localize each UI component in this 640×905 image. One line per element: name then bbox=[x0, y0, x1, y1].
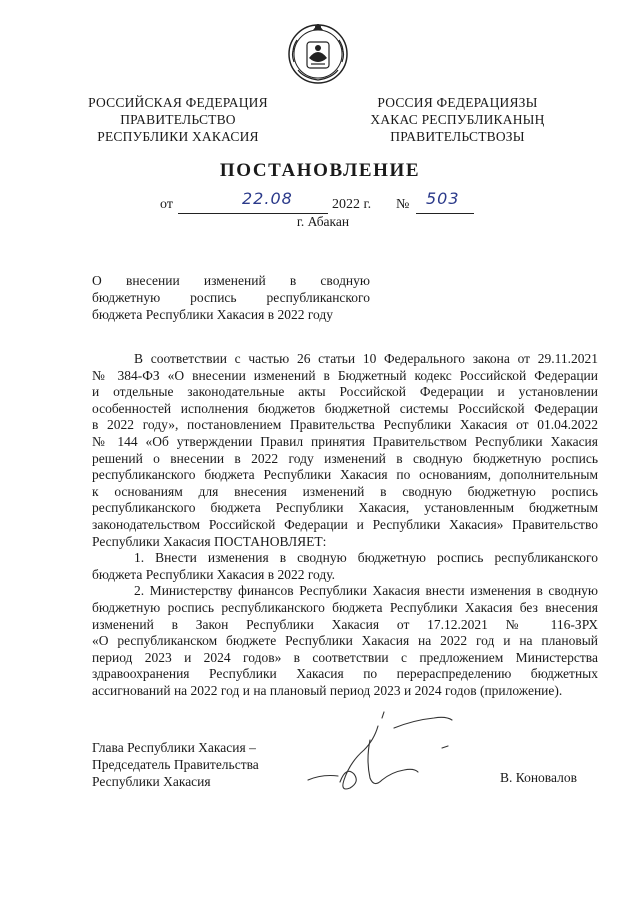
signatory-position-line: Глава Республики Хакасия – bbox=[92, 740, 256, 755]
handwritten-date: 22.08 bbox=[242, 189, 293, 208]
body-line: ассигнований на 2022 год и на плановый период 2023 и 2024 годов (приложение). bbox=[92, 682, 563, 698]
header-right-block bbox=[360, 94, 555, 145]
body-line: и отдельные законодательные акты Российской Федерации и установлении bbox=[92, 384, 598, 400]
signatory-position-line: Председатель Правительства bbox=[92, 757, 259, 772]
body-line: № 384-ФЗ «О внесении изменений в Бюджетный кодекс Российской Федерации bbox=[92, 367, 598, 383]
body-line: бюджетную роспись республиканского бюджета Республики Хакасия без внесения bbox=[92, 599, 598, 615]
header-left-block bbox=[78, 94, 278, 145]
subject-line: О внесении изменений в сводную bbox=[92, 273, 370, 288]
number-underline bbox=[416, 189, 474, 214]
body-line: в 2022 году», постановлением Правительства Республики Хакасия от 01.04.2022 bbox=[92, 417, 598, 433]
body-line: «О республиканском бюджете Республики Хакасия на 2022 год и на плановый bbox=[92, 633, 598, 649]
body-line: бюджета Республики Хакасия в 2022 году. bbox=[92, 566, 336, 582]
body-line: к основаниям для внесения изменений в сводную бюджетную роспись bbox=[92, 483, 598, 499]
body-line: Республики Хакасия ПОСТАНОВЛЯЕТ: bbox=[92, 533, 327, 549]
signatory-name: В. Коновалов bbox=[500, 770, 577, 785]
signatory-position-line: Республики Хакасия bbox=[92, 774, 211, 789]
year-label: 2022 г. bbox=[332, 197, 372, 212]
subject-block bbox=[92, 272, 370, 323]
body-line: здравоохранения Республики Хакасия по перераспределению бюджетных bbox=[92, 666, 598, 682]
handwritten-number: 503 bbox=[426, 189, 460, 208]
body-line: изменений в Закон Республики Хакасия от 17.12.2021 № 116-ЗРХ bbox=[92, 616, 598, 632]
date-underline bbox=[178, 189, 328, 214]
header-right-line: ПРАВИТЕЛЬСТВОЗЫ bbox=[390, 129, 525, 144]
body-line: 2. Министерству финансов Республики Хакасия внести изменения в сводную bbox=[134, 583, 598, 599]
subject-line: бюджета Республики Хакасия в 2022 году bbox=[92, 307, 334, 322]
body-line: № 144 «Об утверждении Правил принятия Правительством Республики Хакасия bbox=[92, 433, 598, 449]
body-line: особенностей исполнения бюджетов бюджетной системы Российской Федерации bbox=[92, 400, 598, 416]
body-line: решений о внесении в 2022 году изменений в сводную бюджетную роспись bbox=[92, 450, 598, 466]
body-line: республиканского бюджета Республики Хакасия по основаниям, дополнительным bbox=[92, 467, 598, 483]
header-right-line: РОССИЯ ФЕДЕРАЦИЯЗЫ bbox=[377, 95, 538, 110]
body-line: В соответствии с частью 26 статьи 10 Федерального закона от 29.11.2021 bbox=[134, 351, 598, 366]
coat-of-arms-emblem bbox=[285, 18, 351, 88]
body-text bbox=[92, 351, 598, 699]
header-left-line: РОССИЙСКАЯ ФЕДЕРАЦИЯ bbox=[88, 95, 268, 110]
handwritten-signature bbox=[300, 704, 470, 800]
body-line: период 2023 и 2024 годов» в соответствии с предложением Министерства bbox=[92, 649, 598, 665]
signatory-position bbox=[92, 739, 312, 790]
number-sign: № bbox=[396, 197, 410, 212]
date-prefix: от bbox=[160, 197, 173, 212]
header-left-line: РЕСПУБЛИКИ ХАКАСИЯ bbox=[97, 129, 259, 144]
body-line: 1. Внести изменения в сводную бюджетную роспись республиканского bbox=[134, 550, 598, 566]
body-line: республиканского бюджета Республики Хакасия, установленным бюджетным bbox=[92, 500, 598, 516]
body-line: законодательством Российской Федерации и Республики Хакасия» Правительство bbox=[92, 516, 598, 532]
header-left-line: ПРАВИТЕЛЬСТВО bbox=[120, 112, 236, 127]
city-label: г. Абакан bbox=[296, 214, 350, 229]
document-title: ПОСТАНОВЛЕНИЕ bbox=[219, 160, 421, 181]
header-right-line: ХАКАС РЕСПУБЛИКАНЫҢ bbox=[370, 112, 545, 127]
subject-line: бюджетную роспись республиканского bbox=[92, 290, 370, 305]
